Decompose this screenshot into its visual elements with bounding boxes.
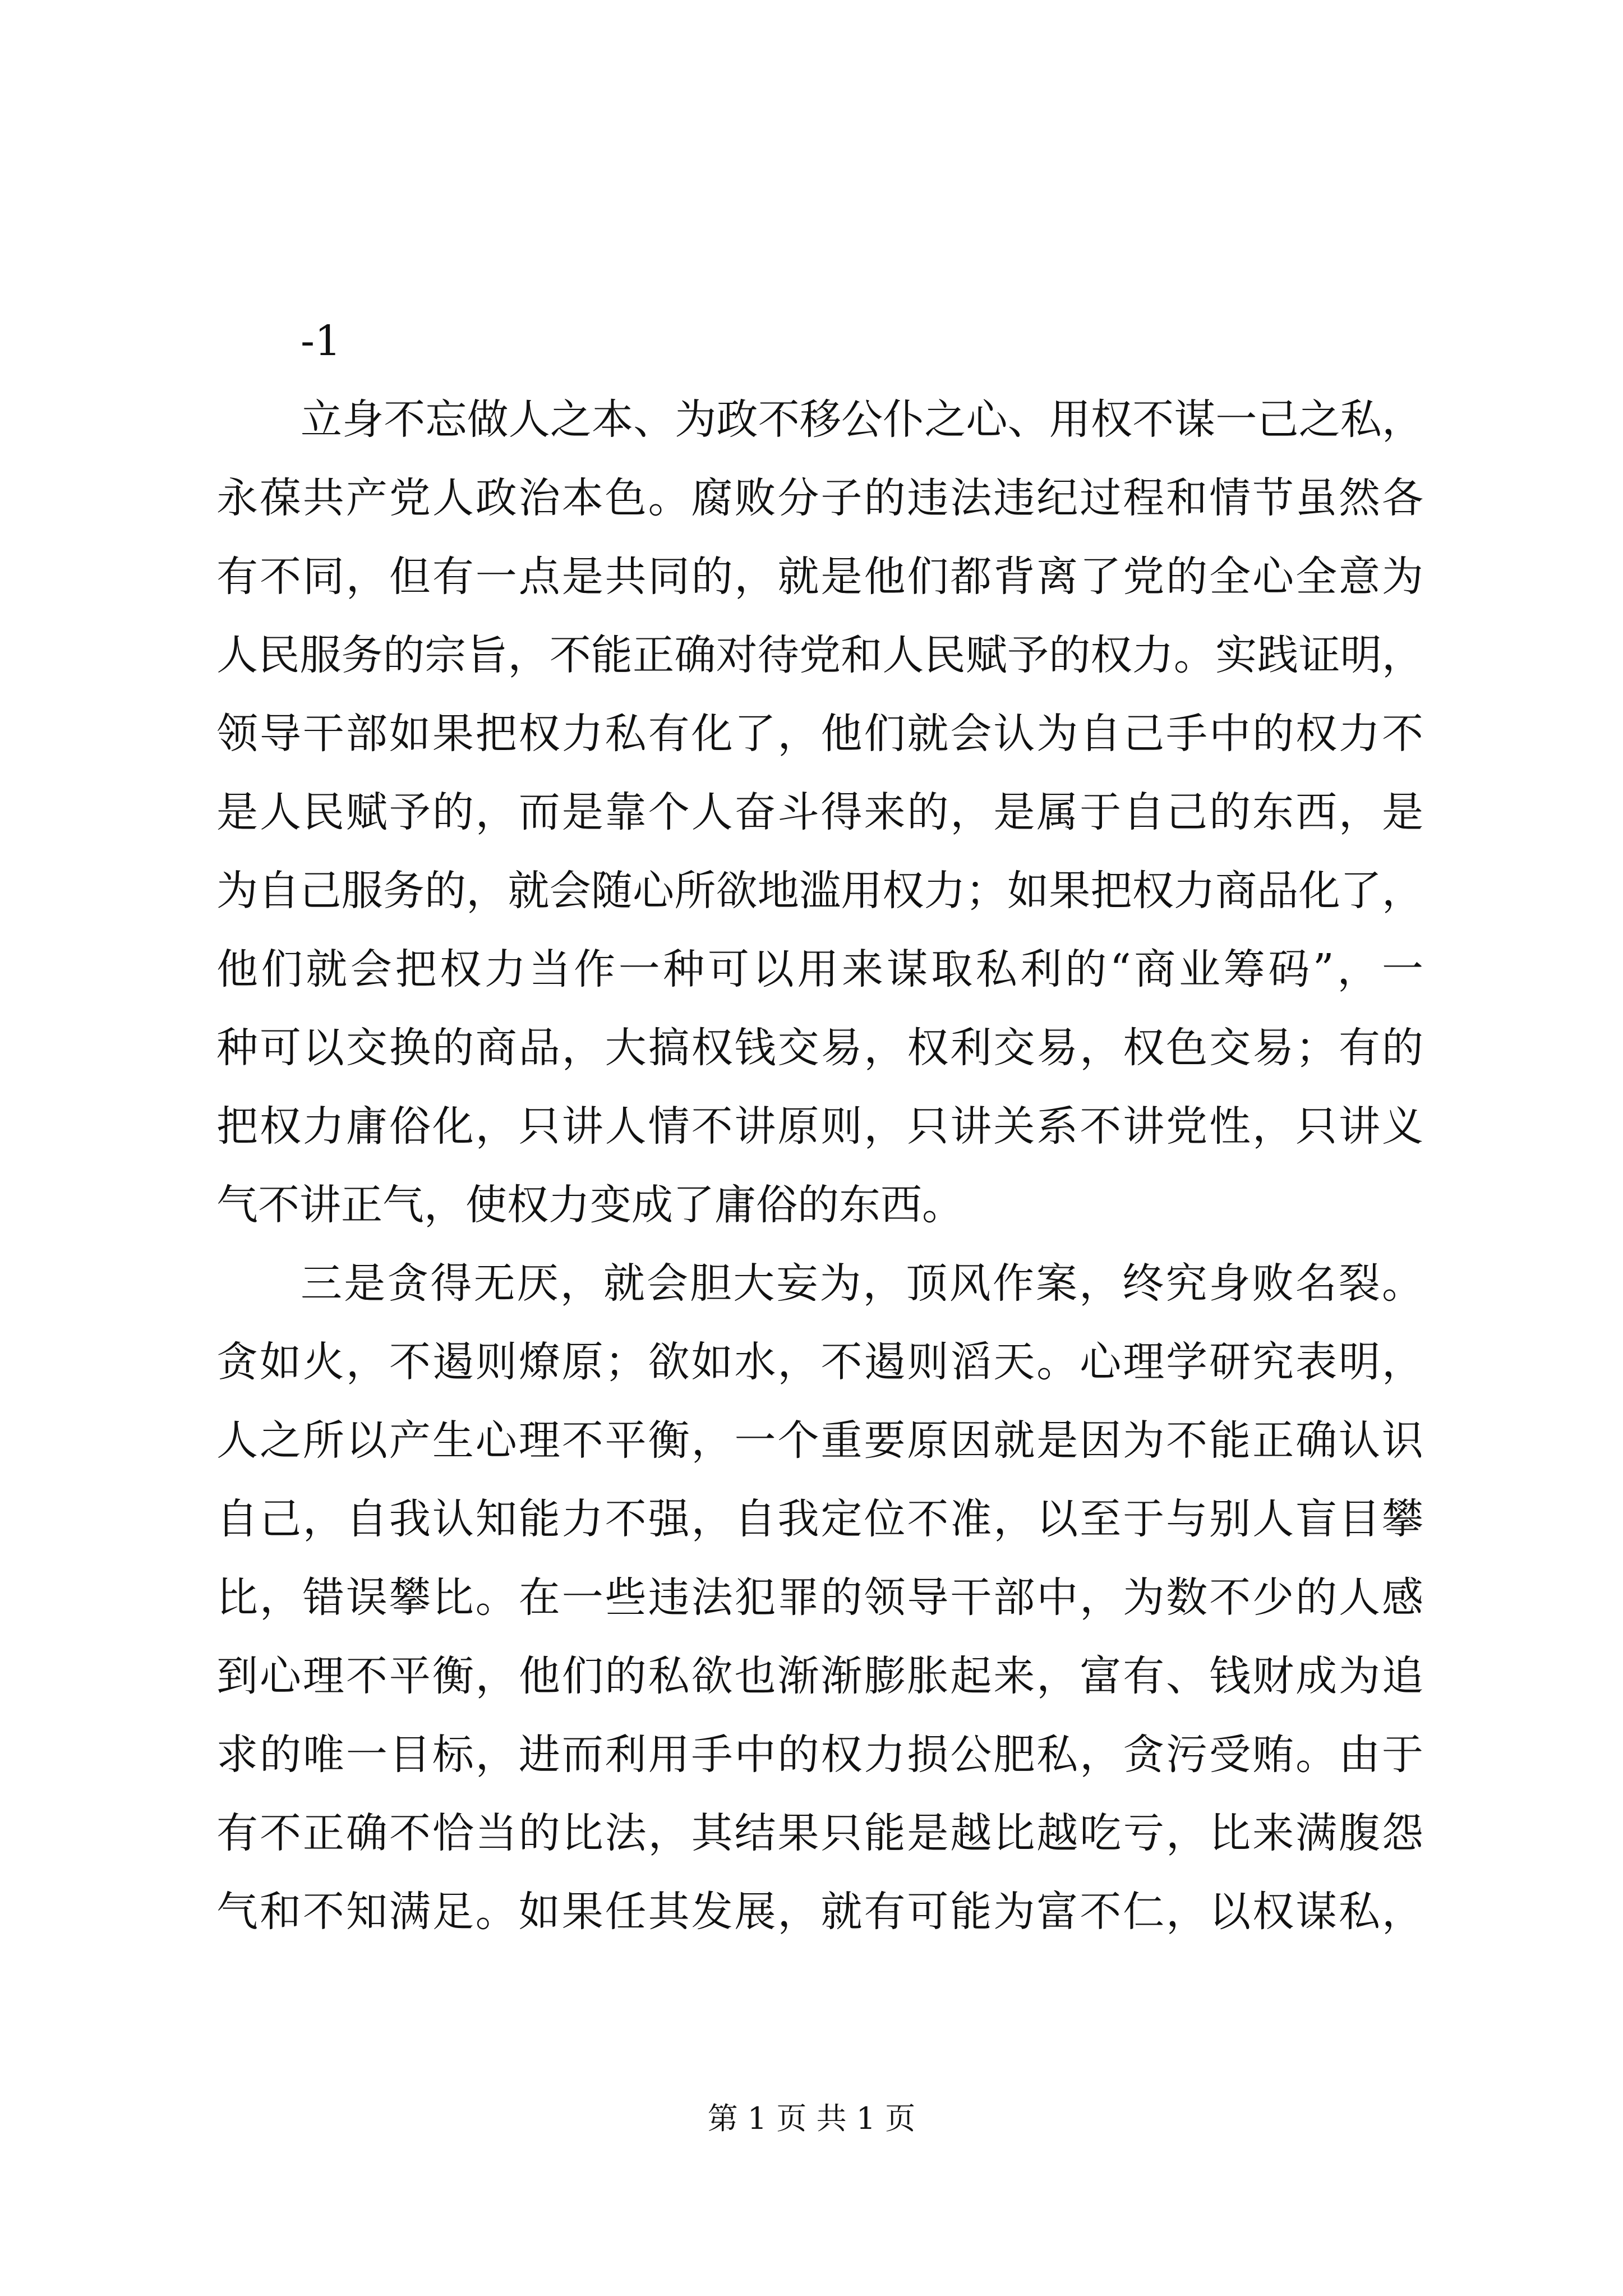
text-line: 是人民赋予的，而是靠个人奋斗得来的，是属于自己的东西，是 [216,788,1423,836]
text-line: 领导干部如果把权力私有化了，他们就会认为自己手中的权力不 [216,710,1423,758]
page-footer: 第 1 页 共 1 页 [707,2101,916,2136]
text-line: 贪如火，不遏则燎原；欲如水，不遏则滔天。心理学研究表明， [216,1338,1423,1386]
text-line: 求的唯一目标，进而利用手中的权力损公肥私，贪污受贿。由于 [216,1731,1423,1779]
page-marker: -1 [301,317,342,365]
document-body [216,302,1423,1951]
text-line: 人民服务的宗旨，不能正确对待党和人民赋予的权力。实践证明， [216,631,1423,679]
text-line: 立身不忘做人之本、为政不移公仆之心、用权不谋一己之私， [301,395,1423,444]
text-line: 把权力庸俗化，只讲人情不讲原则，只讲关系不讲党性，只讲义 [216,1102,1423,1151]
paragraph-2 [216,1244,1423,1951]
text-line: 比，错误攀比。在一些违法犯罪的领导干部中，为数不少的人感 [216,1573,1423,1622]
text-line: 自己，自我认知能力不强，自我定位不准，以至于与别人盲目攀 [216,1495,1423,1543]
text-line: 气和不知满足。如果任其发展，就有可能为富不仁，以权谋私， [216,1888,1423,1936]
text-line: 三是贪得无厌，就会胆大妄为，顶风作案，终究身败名裂。 [301,1259,1423,1308]
text-line: 有不正确不恰当的比法，其结果只能是越比越吃亏，比来满腹怨 [216,1809,1423,1857]
text-line: 他们就会把权力当作一种可以用来谋取私利的“商业筹码”，一 [216,945,1423,993]
text-line: 种可以交换的商品，大搞权钱交易，权利交易，权色交易；有的 [216,1024,1423,1072]
text-line: 到心理不平衡，他们的私欲也渐渐膨胀起来，富有、钱财成为追 [216,1652,1423,1700]
text-line: 气不讲正气，使权力变成了庸俗的东西。 [216,1181,963,1229]
text-line: 有不同，但有一点是共同的，就是他们都背离了党的全心全意为 [216,553,1423,601]
text-line: 永葆共产党人政治本色。腐败分子的违法违纪过程和情节虽然各 [216,474,1423,522]
text-line: 人之所以产生心理不平衡，一个重要原因就是因为不能正确认识 [216,1416,1423,1465]
paragraph-1 [216,380,1423,1244]
text-line: 为自己服务的，就会随心所欲地滥用权力；如果把权力商品化了， [216,867,1423,915]
